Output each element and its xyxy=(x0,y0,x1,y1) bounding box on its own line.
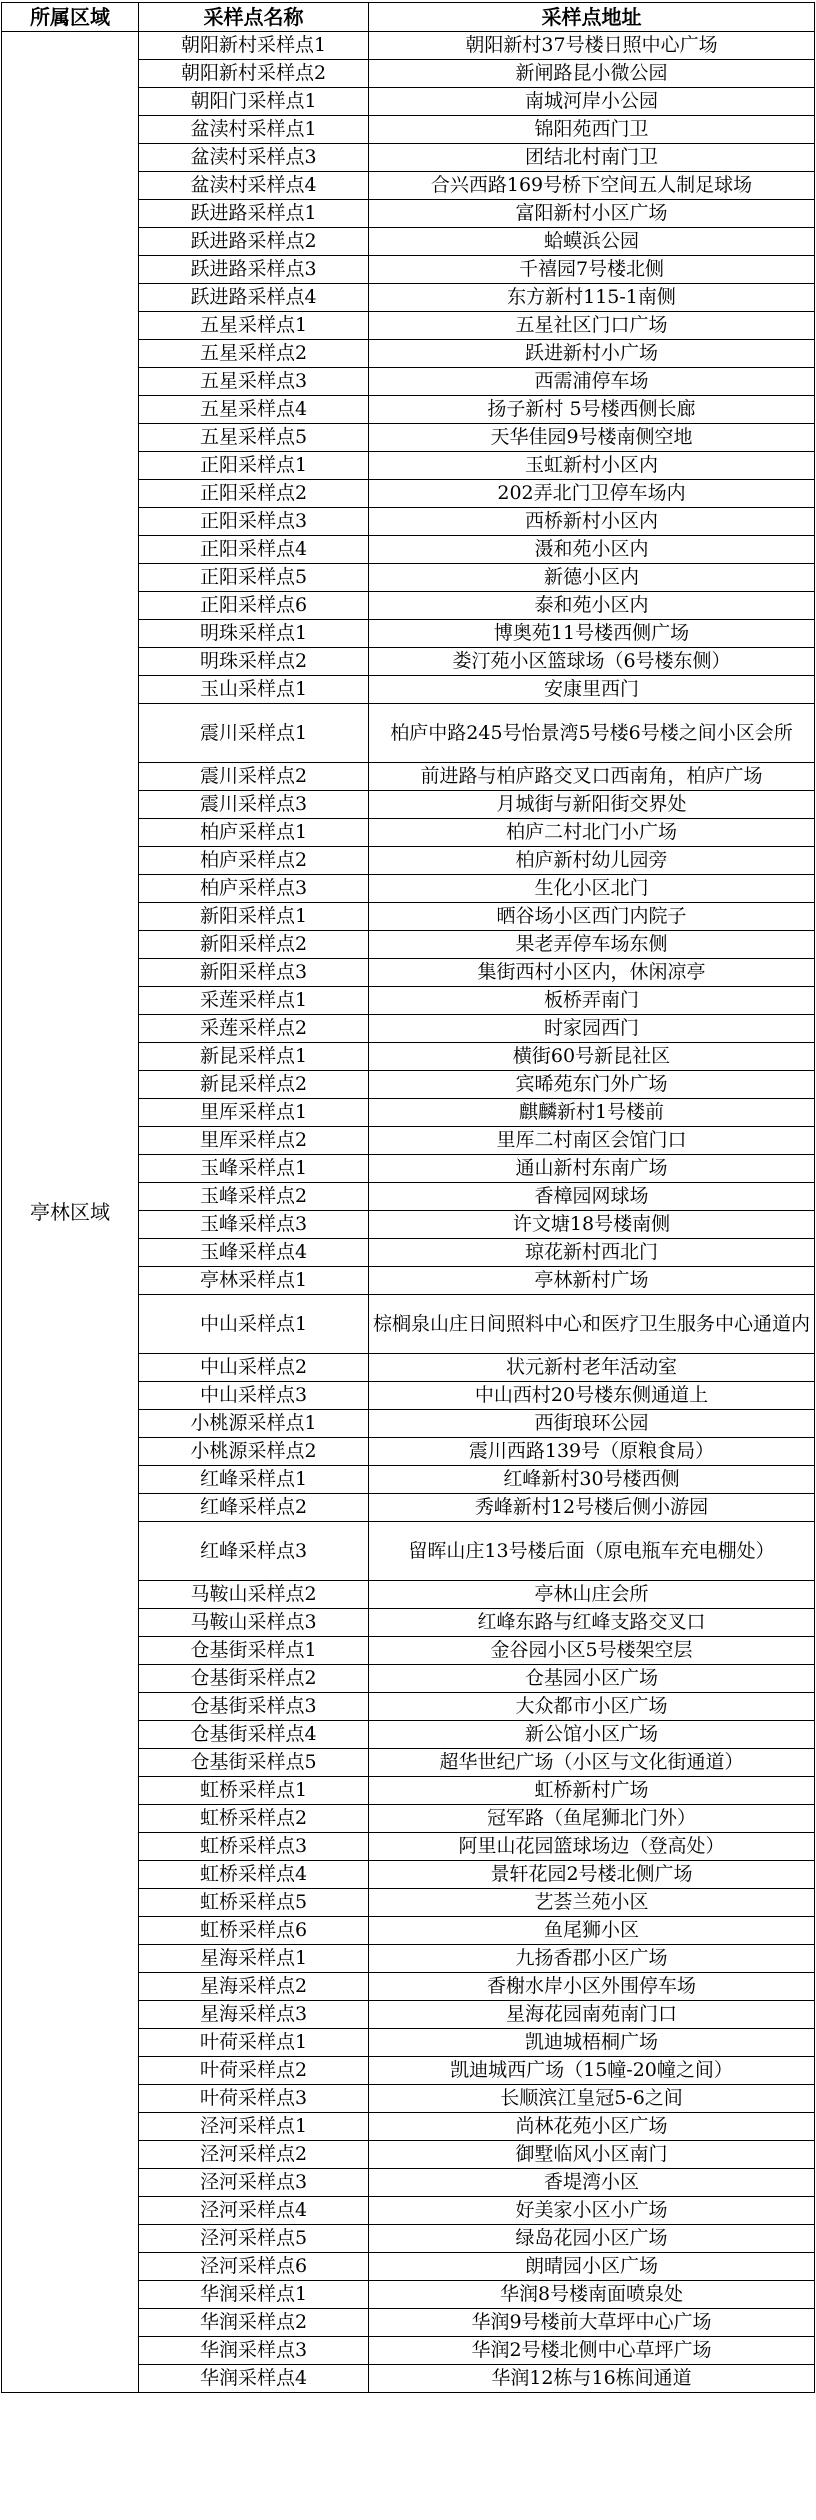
site-name-cell: 正阳采样点4 xyxy=(139,536,369,564)
site-address-cell: 新公馆小区广场 xyxy=(369,1721,815,1749)
site-name-cell: 跃进路采样点1 xyxy=(139,200,369,228)
site-name-cell: 仓基街采样点2 xyxy=(139,1665,369,1693)
site-name-cell: 明珠采样点1 xyxy=(139,620,369,648)
site-name-cell: 仓基街采样点1 xyxy=(139,1637,369,1665)
site-address-cell: 横街60号新昆社区 xyxy=(369,1043,815,1071)
site-address-cell: 合兴西路169号桥下空间五人制足球场 xyxy=(369,172,815,200)
site-address-cell: 里厍二村南区会馆门口 xyxy=(369,1127,815,1155)
site-name-cell: 华润采样点4 xyxy=(139,2365,369,2393)
site-name-cell: 正阳采样点3 xyxy=(139,508,369,536)
site-name-cell: 新阳采样点3 xyxy=(139,959,369,987)
site-name-cell: 朝阳门采样点1 xyxy=(139,88,369,116)
site-name-cell: 跃进路采样点3 xyxy=(139,256,369,284)
site-name-cell: 五星采样点1 xyxy=(139,312,369,340)
site-name-cell: 红峰采样点3 xyxy=(139,1522,369,1581)
site-address-cell: 西桥新村小区内 xyxy=(369,508,815,536)
site-address-cell: 朝阳新村37号楼日照中心广场 xyxy=(369,32,815,60)
site-name-cell: 五星采样点4 xyxy=(139,396,369,424)
table-header-row xyxy=(2,3,815,32)
site-address-cell: 扬子新村 5号楼西侧长廊 xyxy=(369,396,815,424)
site-address-cell: 红峰新村30号楼西侧 xyxy=(369,1466,815,1494)
site-address-cell: 冠军路（鱼尾狮北门外） xyxy=(369,1805,815,1833)
site-address-cell: 中山西村20号楼东侧通道上 xyxy=(369,1382,815,1410)
site-name-cell: 新阳采样点1 xyxy=(139,903,369,931)
site-address-cell: 集街西村小区内，休闲凉亭 xyxy=(369,959,815,987)
site-name-cell: 亭林采样点1 xyxy=(139,1267,369,1295)
site-name-cell: 朝阳新村采样点2 xyxy=(139,60,369,88)
site-address-cell: 鱼尾狮小区 xyxy=(369,1917,815,1945)
site-address-cell: 202弄北门卫停车场内 xyxy=(369,480,815,508)
site-name-cell: 跃进路采样点2 xyxy=(139,228,369,256)
site-name-cell: 玉峰采样点4 xyxy=(139,1239,369,1267)
site-address-cell: 虹桥新村广场 xyxy=(369,1777,815,1805)
site-name-cell: 虹桥采样点4 xyxy=(139,1861,369,1889)
site-address-cell: 御墅临风小区南门 xyxy=(369,2141,815,2169)
site-address-cell: 金谷园小区5号楼架空层 xyxy=(369,1637,815,1665)
site-address-cell: 柏庐二村北门小广场 xyxy=(369,819,815,847)
site-address-cell: 月城街与新阳街交界处 xyxy=(369,791,815,819)
sampling-sites-table xyxy=(1,2,815,2393)
site-address-cell: 凯迪城梧桐广场 xyxy=(369,2029,815,2057)
site-name-cell: 五星采样点5 xyxy=(139,424,369,452)
site-name-cell: 盆渎村采样点3 xyxy=(139,144,369,172)
site-name-cell: 五星采样点2 xyxy=(139,340,369,368)
site-address-cell: 亭林山庄会所 xyxy=(369,1581,815,1609)
site-address-cell: 果老弄停车场东侧 xyxy=(369,931,815,959)
site-name-cell: 红峰采样点2 xyxy=(139,1494,369,1522)
site-address-cell: 亭林新村广场 xyxy=(369,1267,815,1295)
site-name-cell: 星海采样点3 xyxy=(139,2001,369,2029)
site-name-cell: 玉山采样点1 xyxy=(139,676,369,704)
site-name-cell: 震川采样点1 xyxy=(139,704,369,763)
site-name-cell: 玉峰采样点1 xyxy=(139,1155,369,1183)
site-address-cell: 景轩花园2号楼北侧广场 xyxy=(369,1861,815,1889)
site-address-cell: 蛤蟆浜公园 xyxy=(369,228,815,256)
site-address-cell: 跃进新村小广场 xyxy=(369,340,815,368)
site-address-cell: 新闸路昆小微公园 xyxy=(369,60,815,88)
site-name-cell: 仓基街采样点3 xyxy=(139,1693,369,1721)
site-name-cell: 跃进路采样点4 xyxy=(139,284,369,312)
site-name-cell: 泾河采样点6 xyxy=(139,2253,369,2281)
site-address-cell: 玉虹新村小区内 xyxy=(369,452,815,480)
site-address-cell: 星海花园南苑南门口 xyxy=(369,2001,815,2029)
site-address-cell: 宾晞苑东门外广场 xyxy=(369,1071,815,1099)
site-address-cell: 凯迪城西广场（15幢-20幢之间） xyxy=(369,2057,815,2085)
site-name-cell: 柏庐采样点3 xyxy=(139,875,369,903)
site-address-cell: 琼花新村西北门 xyxy=(369,1239,815,1267)
site-address-cell: 柏庐中路245号怡景湾5号楼6号楼之间小区会所 xyxy=(369,704,815,763)
site-name-cell: 中山采样点3 xyxy=(139,1382,369,1410)
site-name-cell: 小桃源采样点1 xyxy=(139,1410,369,1438)
site-address-cell: 红峰东路与红峰支路交叉口 xyxy=(369,1609,815,1637)
site-address-cell: 通山新村东南广场 xyxy=(369,1155,815,1183)
site-name-cell: 采莲采样点1 xyxy=(139,987,369,1015)
site-name-cell: 泾河采样点4 xyxy=(139,2197,369,2225)
site-name-cell: 新昆采样点1 xyxy=(139,1043,369,1071)
site-name-cell: 小桃源采样点2 xyxy=(139,1438,369,1466)
site-address-cell: 华润12栋与16栋间通道 xyxy=(369,2365,815,2393)
site-name-cell: 玉峰采样点2 xyxy=(139,1183,369,1211)
site-name-cell: 正阳采样点6 xyxy=(139,592,369,620)
site-name-cell: 虹桥采样点1 xyxy=(139,1777,369,1805)
site-name-cell: 中山采样点2 xyxy=(139,1354,369,1382)
site-address-cell: 香榭水岸小区外围停车场 xyxy=(369,1973,815,2001)
site-name-cell: 新阳采样点2 xyxy=(139,931,369,959)
site-name-cell: 震川采样点2 xyxy=(139,763,369,791)
site-name-cell: 泾河采样点1 xyxy=(139,2113,369,2141)
site-name-cell: 虹桥采样点5 xyxy=(139,1889,369,1917)
site-address-cell: 晒谷场小区西门内院子 xyxy=(369,903,815,931)
site-address-cell: 阿里山花园篮球场边（登高处） xyxy=(369,1833,815,1861)
site-name-cell: 泾河采样点5 xyxy=(139,2225,369,2253)
site-address-cell: 大众都市小区广场 xyxy=(369,1693,815,1721)
site-address-cell: 九扬香郡小区广场 xyxy=(369,1945,815,1973)
site-address-cell: 艺荟兰苑小区 xyxy=(369,1889,815,1917)
site-address-cell: 生化小区北门 xyxy=(369,875,815,903)
site-address-cell: 板桥弄南门 xyxy=(369,987,815,1015)
site-address-cell: 好美家小区小广场 xyxy=(369,2197,815,2225)
site-name-cell: 星海采样点2 xyxy=(139,1973,369,2001)
site-name-cell: 虹桥采样点3 xyxy=(139,1833,369,1861)
site-name-cell: 明珠采样点2 xyxy=(139,648,369,676)
site-address-cell: 状元新村老年活动室 xyxy=(369,1354,815,1382)
site-name-cell: 玉峰采样点3 xyxy=(139,1211,369,1239)
site-address-cell: 香堤湾小区 xyxy=(369,2169,815,2197)
site-address-cell: 富阳新村小区广场 xyxy=(369,200,815,228)
site-name-cell: 仓基街采样点4 xyxy=(139,1721,369,1749)
site-address-cell: 东方新村115-1南侧 xyxy=(369,284,815,312)
header-area: 所属区域 xyxy=(2,3,139,32)
site-name-cell: 正阳采样点2 xyxy=(139,480,369,508)
site-name-cell: 华润采样点3 xyxy=(139,2337,369,2365)
site-name-cell: 柏庐采样点2 xyxy=(139,847,369,875)
site-address-cell: 仓基园小区广场 xyxy=(369,1665,815,1693)
site-name-cell: 虹桥采样点6 xyxy=(139,1917,369,1945)
site-name-cell: 叶荷采样点3 xyxy=(139,2085,369,2113)
site-address-cell: 前进路与柏庐路交叉口西南角，柏庐广场 xyxy=(369,763,815,791)
site-address-cell: 超华世纪广场（小区与文化街通道） xyxy=(369,1749,815,1777)
site-address-cell: 柏庐新村幼儿园旁 xyxy=(369,847,815,875)
site-address-cell: 华润9号楼前大草坪中心广场 xyxy=(369,2309,815,2337)
site-address-cell: 天华佳园9号楼南侧空地 xyxy=(369,424,815,452)
site-address-cell: 震川西路139号（原粮食局） xyxy=(369,1438,815,1466)
site-name-cell: 华润采样点1 xyxy=(139,2281,369,2309)
site-address-cell: 南城河岸小公园 xyxy=(369,88,815,116)
site-address-cell: 西需浦停车场 xyxy=(369,368,815,396)
site-name-cell: 里厍采样点1 xyxy=(139,1099,369,1127)
site-address-cell: 新德小区内 xyxy=(369,564,815,592)
site-address-cell: 华润8号楼南面喷泉处 xyxy=(369,2281,815,2309)
site-name-cell: 华润采样点2 xyxy=(139,2309,369,2337)
site-address-cell: 尚林花苑小区广场 xyxy=(369,2113,815,2141)
site-name-cell: 五星采样点3 xyxy=(139,368,369,396)
site-address-cell: 娄汀苑小区篮球场（6号楼东侧） xyxy=(369,648,815,676)
site-address-cell: 棕榈泉山庄日间照料中心和医疗卫生服务中心通道内 xyxy=(369,1295,815,1354)
site-name-cell: 盆渎村采样点1 xyxy=(139,116,369,144)
site-address-cell: 锦阳苑西门卫 xyxy=(369,116,815,144)
site-address-cell: 麒麟新村1号楼前 xyxy=(369,1099,815,1127)
site-address-cell: 安康里西门 xyxy=(369,676,815,704)
header-site-name: 采样点名称 xyxy=(139,3,369,32)
site-name-cell: 马鞍山采样点2 xyxy=(139,1581,369,1609)
site-address-cell: 许文塘18号楼南侧 xyxy=(369,1211,815,1239)
site-name-cell: 叶荷采样点2 xyxy=(139,2057,369,2085)
site-name-cell: 中山采样点1 xyxy=(139,1295,369,1354)
site-name-cell: 里厍采样点2 xyxy=(139,1127,369,1155)
site-address-cell: 千禧园7号楼北侧 xyxy=(369,256,815,284)
site-address-cell: 西街琅环公园 xyxy=(369,1410,815,1438)
site-name-cell: 正阳采样点5 xyxy=(139,564,369,592)
site-name-cell: 柏庐采样点1 xyxy=(139,819,369,847)
site-address-cell: 香樟园网球场 xyxy=(369,1183,815,1211)
site-name-cell: 泾河采样点3 xyxy=(139,2169,369,2197)
site-name-cell: 马鞍山采样点3 xyxy=(139,1609,369,1637)
site-name-cell: 新昆采样点2 xyxy=(139,1071,369,1099)
site-name-cell: 泾河采样点2 xyxy=(139,2141,369,2169)
site-address-cell: 泰和苑小区内 xyxy=(369,592,815,620)
site-name-cell: 仓基街采样点5 xyxy=(139,1749,369,1777)
site-name-cell: 星海采样点1 xyxy=(139,1945,369,1973)
site-address-cell: 留晖山庄13号楼后面（原电瓶车充电棚处） xyxy=(369,1522,815,1581)
site-address-cell: 长顺滨江皇冠5-6之间 xyxy=(369,2085,815,2113)
site-name-cell: 盆渎村采样点4 xyxy=(139,172,369,200)
site-name-cell: 红峰采样点1 xyxy=(139,1466,369,1494)
site-address-cell: 时家园西门 xyxy=(369,1015,815,1043)
site-name-cell: 朝阳新村采样点1 xyxy=(139,32,369,60)
site-name-cell: 正阳采样点1 xyxy=(139,452,369,480)
table-row xyxy=(2,32,815,60)
area-cell: 亭林区域 xyxy=(2,32,139,2393)
site-name-cell: 虹桥采样点2 xyxy=(139,1805,369,1833)
site-address-cell: 五星社区门口广场 xyxy=(369,312,815,340)
site-name-cell: 叶荷采样点1 xyxy=(139,2029,369,2057)
site-address-cell: 团结北村南门卫 xyxy=(369,144,815,172)
site-address-cell: 绿岛花园小区广场 xyxy=(369,2225,815,2253)
site-name-cell: 采莲采样点2 xyxy=(139,1015,369,1043)
site-address-cell: 博奥苑11号楼西侧广场 xyxy=(369,620,815,648)
site-address-cell: 秀峰新村12号楼后侧小游园 xyxy=(369,1494,815,1522)
site-address-cell: 滠和苑小区内 xyxy=(369,536,815,564)
header-site-address: 采样点地址 xyxy=(369,3,815,32)
site-address-cell: 朗晴园小区广场 xyxy=(369,2253,815,2281)
site-name-cell: 震川采样点3 xyxy=(139,791,369,819)
site-address-cell: 华润2号楼北侧中心草坪广场 xyxy=(369,2337,815,2365)
